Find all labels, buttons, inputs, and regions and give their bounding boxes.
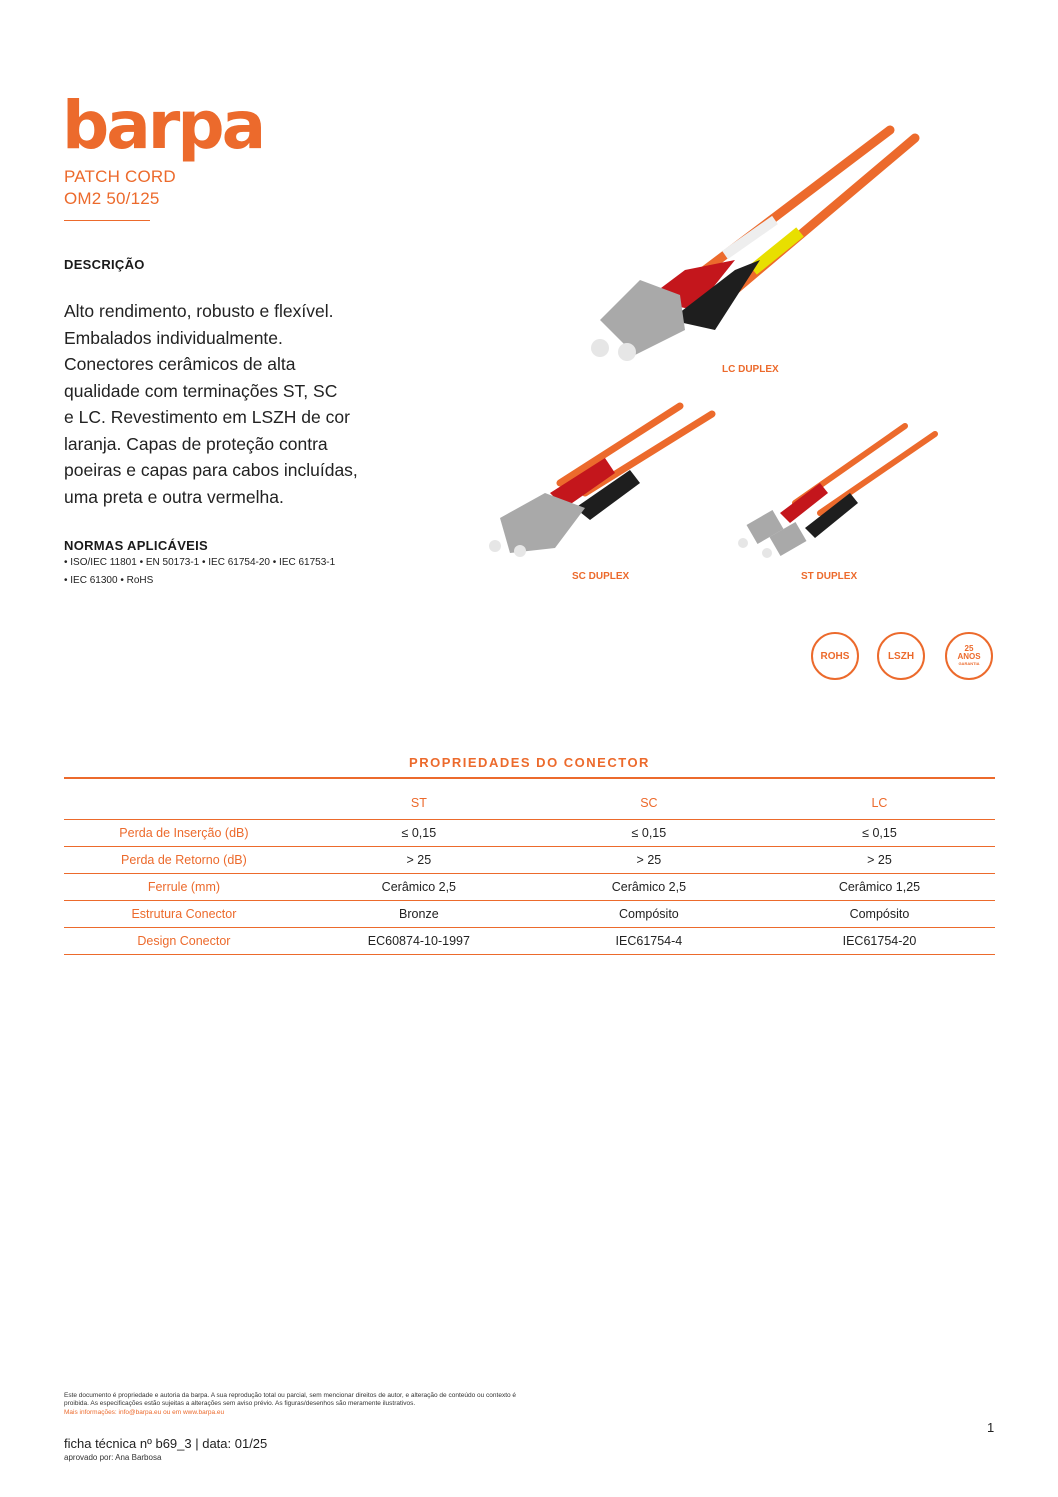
svg-text:barpa: barpa: [62, 96, 264, 164]
product-title-line1: PATCH CORD: [64, 167, 176, 186]
sc-duplex-image: [480, 398, 720, 563]
description-heading: DESCRIÇÃO: [64, 257, 145, 272]
table-header-row: [64, 787, 995, 820]
description-body: [64, 298, 394, 510]
st-duplex-label: ST DUPLEX: [801, 571, 858, 582]
contact-link[interactable]: Mais informações: info@barpa.eu ou em www.barpa.eu: [64, 1408, 225, 1416]
description-line: poeiras e capas para cabos incluídas,: [64, 460, 358, 480]
row-label: Ferrule (mm): [64, 874, 304, 901]
warranty-badge: [945, 632, 993, 680]
row-label: Design Conector: [64, 928, 304, 955]
table-cell: > 25: [304, 847, 534, 874]
warranty-years: 25: [964, 644, 974, 653]
description-line: qualidade com terminações ST, SC: [64, 380, 338, 401]
table-cell: ≤ 0,15: [534, 820, 764, 847]
sheet-info: ficha técnica nº b69_3 | data: 01/25: [64, 1436, 268, 1451]
table-row: [64, 874, 995, 901]
table-cell: Cerâmico 2,5: [534, 874, 764, 901]
page-number: 1: [987, 1420, 995, 1435]
sc-duplex-label: SC DUPLEX: [572, 571, 630, 582]
description-line: uma preta e outra vermelha.: [64, 486, 284, 507]
table-row: [64, 820, 995, 847]
table-cell: > 25: [534, 847, 764, 874]
table-header-cell: [64, 787, 304, 820]
table-cell: Cerâmico 2,5: [304, 874, 534, 901]
row-label: Estrutura Conector: [64, 901, 304, 928]
table-row: [64, 928, 995, 955]
description-line: Conectores cerâmicos de alta: [64, 354, 296, 374]
table-cell: EC60874-10-1997: [304, 928, 534, 955]
connector-properties-table: [64, 787, 995, 955]
lszh-badge: [877, 632, 925, 680]
warranty-unit: ANOS: [957, 652, 981, 661]
lszh-badge-text: LSZH: [887, 650, 915, 662]
table-cell: Cerâmico 1,25: [764, 874, 995, 901]
description-line: laranja. Capas de proteção contra: [64, 433, 328, 454]
lc-duplex-label: LC DUPLEX: [722, 364, 779, 375]
table-cell: ≤ 0,15: [304, 820, 534, 847]
norms-list-line: • IEC 61300 • RoHS: [64, 575, 154, 586]
st-duplex-image: [725, 418, 945, 563]
rohs-badge-text: ROHS: [820, 650, 850, 662]
row-label: Perda de Retorno (dB): [64, 847, 304, 874]
approved-by: aprovado por: Ana Barbosa: [64, 1453, 162, 1462]
table-cell: > 25: [764, 847, 995, 874]
title-divider: [64, 220, 150, 221]
lc-duplex-image: [585, 120, 925, 370]
row-label: Perda de Inserção (dB): [64, 820, 304, 847]
description-line: Alto rendimento, robusto e flexível.: [64, 301, 334, 321]
table-header-cell: SC: [534, 787, 764, 820]
norms-heading: NORMAS APLICÁVEIS: [64, 538, 209, 553]
table-top-divider: [64, 777, 995, 779]
description-line: e LC. Revestimento em LSZH de cor: [64, 407, 350, 427]
warranty-text: GARANTIA: [958, 661, 980, 666]
table-cell: Compósito: [764, 901, 995, 928]
table-row: [64, 847, 995, 874]
description-line: Embalados individualmente.: [64, 327, 283, 348]
table-header-cell: ST: [304, 787, 534, 820]
footer-legal: [64, 1392, 524, 1417]
table-row: [64, 901, 995, 928]
legal-text: Este documento é propriedade e autoria da barpa. A sua reprodução total ou parcial, sem mencionar direitos de autor, e alteração de conteúdo ou contexto é proibida. As especificações estão sujeitas a alterações sem aviso prévio. As figuras/desenhos são meramente ilustrativos.: [64, 1392, 517, 1408]
table-title: PROPRIEDADES DO CONECTOR: [409, 755, 650, 770]
rohs-badge: [811, 632, 859, 680]
table-cell: ≤ 0,15: [764, 820, 995, 847]
norms-list-line: • ISO/IEC 11801 • EN 50173-1 • IEC 61754-20 • IEC 61753-1: [64, 557, 336, 568]
table-cell: IEC61754-4: [534, 928, 764, 955]
table-cell: Bronze: [304, 901, 534, 928]
barpa-logo: [62, 96, 288, 168]
table-header-cell: LC: [764, 787, 995, 820]
product-title-line2: OM2 50/125: [64, 189, 160, 208]
table-cell: Compósito: [534, 901, 764, 928]
table-cell: IEC61754-20: [764, 928, 995, 955]
